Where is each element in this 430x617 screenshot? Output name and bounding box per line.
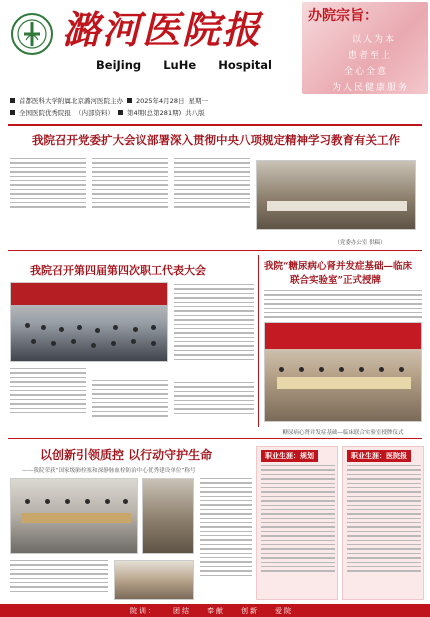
article-4-text [200, 478, 252, 598]
article-1-credit: （党委办公室 供稿） [334, 240, 386, 246]
headline-2: 我院召开第四届第四次职工代表大会 [30, 264, 206, 277]
box-title: 职业生涯：医院报 [347, 450, 411, 462]
article-1-text [92, 158, 168, 216]
article-3-text [264, 290, 422, 320]
conference-table [267, 201, 407, 211]
motto-line: 为人民健康服务 [332, 83, 410, 93]
award-photo [10, 478, 138, 554]
english-word: Hospital [218, 58, 272, 72]
article-2-text [174, 382, 254, 426]
headline-4: 以创新引领质控 以行动守护生命 [40, 448, 213, 462]
footer-word: 爱院 [275, 606, 293, 615]
footer-word: 团结 [173, 606, 191, 615]
footer-label: 院训： [130, 606, 157, 615]
divider [8, 124, 422, 126]
headline-3b: 联合实验室”正式授牌 [290, 275, 381, 286]
newspaper-title: 潞河医院报 [62, 7, 263, 52]
issue-number: 第4期(总第281期) [127, 108, 182, 117]
issue-info [10, 94, 300, 118]
bullet-icon [127, 98, 132, 103]
english-word: BeiJing [96, 58, 142, 72]
motto-line: 患者至上 [348, 51, 393, 61]
masthead [0, 0, 430, 96]
bullet-icon [10, 98, 15, 103]
team-photo [114, 560, 194, 600]
bullet-icon [10, 110, 15, 115]
english-name [96, 58, 272, 72]
article-2-text [92, 380, 168, 426]
congress-photo [10, 282, 168, 362]
plaques [277, 377, 411, 389]
motto-line: 以人为本 [352, 35, 397, 45]
weekday: 星期一 [188, 96, 208, 105]
bullet-icon [118, 110, 123, 115]
headline-3a: 我院“糖尿病心肾并发症基础—临床 [264, 261, 412, 272]
article-2-text [174, 284, 254, 376]
box-text [261, 465, 335, 597]
publisher: 首都医科大学附属北京潞河医院主办 [19, 96, 123, 105]
stage-banner [265, 323, 422, 349]
sidebar-box [342, 446, 424, 600]
issue-date: 2025年4月28日 [136, 96, 185, 105]
headline-4-subtitle: ——我院荣获“国家级肺栓塞和深静脉血栓防治中心优秀建设单位”称号 [22, 468, 196, 474]
article-3-caption: 糖尿病心肾并发症基础—临床联合实验室授牌仪式 [282, 430, 404, 436]
headline-1: 我院召开党委扩大会议部署深入贯彻中央八项规定精神学习教育有关工作 [32, 133, 400, 147]
article-1-text [174, 158, 250, 216]
page-count: 共八版 [185, 108, 205, 117]
footer-word: 创新 [241, 606, 259, 615]
certificates [21, 513, 131, 523]
box-text [347, 465, 421, 597]
meeting-photo [256, 160, 416, 230]
footer-word: 奉献 [207, 606, 225, 615]
motto-line: 全心全意 [344, 67, 389, 77]
internal-note: （内部资料） [75, 108, 114, 117]
lab-ceremony-photo [264, 322, 422, 422]
sidebar-box [256, 446, 338, 600]
stage-banner [11, 283, 168, 305]
english-word: LuHe [163, 58, 197, 72]
column-divider [258, 255, 259, 427]
box-title: 职业生涯：规划 [261, 450, 318, 462]
divider [8, 250, 422, 251]
divider [8, 438, 422, 439]
motto-panel [302, 2, 428, 94]
article-2-text [10, 368, 86, 426]
footer-motto-bar [0, 604, 430, 617]
hospital-logo-icon [10, 12, 54, 56]
motto-title: 办院宗旨： [308, 8, 378, 24]
article-1-text [10, 158, 86, 216]
portrait-photo [142, 478, 194, 554]
award: 全国医院优秀院报 [19, 108, 71, 117]
article-4-text [10, 560, 108, 600]
